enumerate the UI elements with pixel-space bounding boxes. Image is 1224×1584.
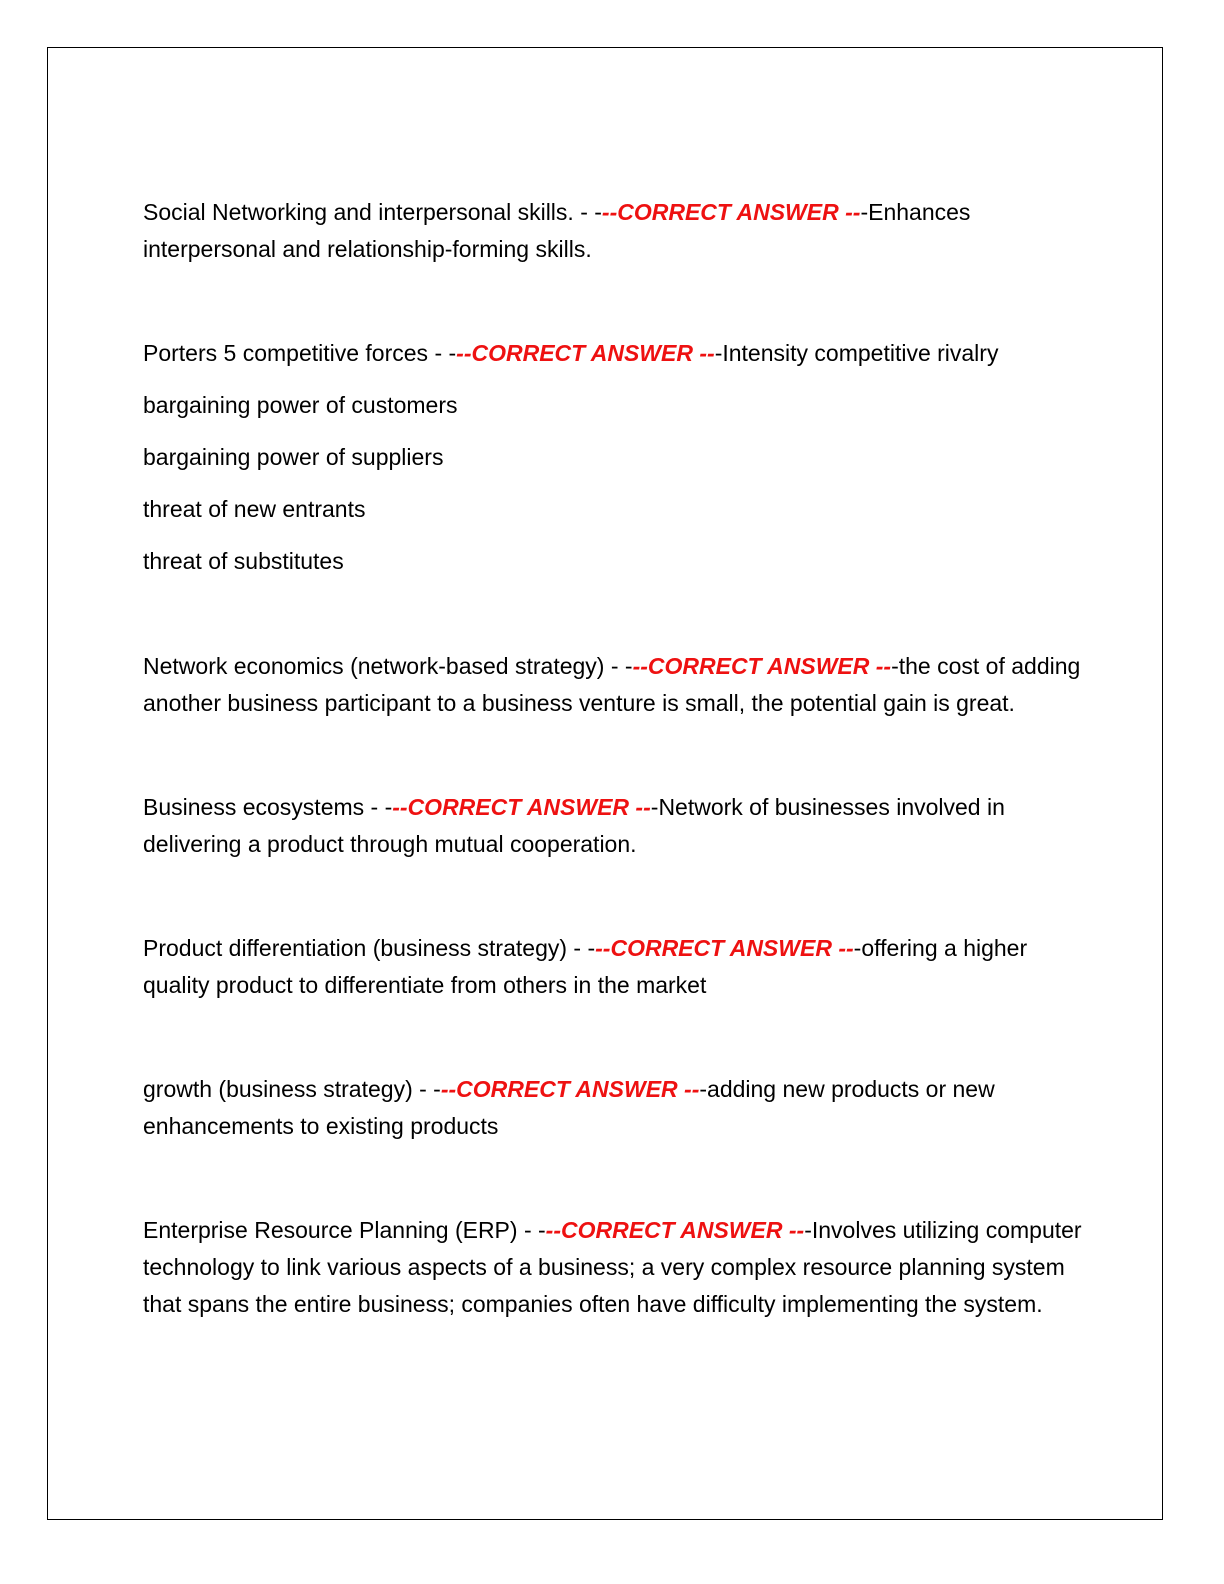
flashcard-entry — [143, 335, 1083, 372]
definition-list-item: threat of new entrants — [143, 496, 366, 522]
correct-answer-tag: --CORRECT ANSWER -- — [595, 935, 854, 961]
separator: - — [650, 794, 659, 820]
term: Business ecosystems — [143, 794, 365, 820]
separator: - - — [604, 653, 633, 679]
correct-answer-tag: --CORRECT ANSWER -- — [632, 653, 892, 679]
definition: adding new products or new enhancements to existing products — [143, 1076, 995, 1139]
separator: - — [891, 653, 899, 679]
term: Network economics (network-based strategy) — [143, 653, 605, 679]
definition: Network of businesses involved in delivering a product through mutual cooperation. — [143, 794, 1005, 857]
separator: - - — [573, 199, 602, 225]
flashcard-entry — [143, 194, 1083, 268]
definition: Involves utilizing computer technology to link various aspects of a business; a very complex resource planning system that spans the entire business; companies often have difficulty implementing the system. — [143, 1217, 1082, 1317]
definition: Intensity competitive rivalry — [722, 340, 999, 366]
term: growth (business strategy) — [143, 1076, 413, 1102]
term: Enterprise Resource Planning (ERP) — [143, 1217, 518, 1243]
separator: - - — [567, 935, 596, 961]
definition-list-item: bargaining power of customers — [143, 392, 458, 418]
separator: - - — [428, 340, 457, 366]
term: Porters 5 competitive forces — [143, 340, 429, 366]
flashcard-entry — [143, 930, 1083, 1004]
separator: - — [714, 340, 723, 366]
flashcard-entry — [143, 1212, 1083, 1323]
correct-answer-tag: --CORRECT ANSWER -- — [440, 1076, 700, 1102]
correct-answer-tag: --CORRECT ANSWER -- — [392, 794, 651, 820]
flashcard-entry — [143, 1071, 1083, 1145]
definition: the cost of adding another business participant to a business venture is small, the potential gain is great. — [143, 653, 1081, 716]
separator: - - — [412, 1076, 441, 1102]
flashcard-list — [143, 194, 1083, 1323]
separator: - — [699, 1076, 708, 1102]
separator: - — [860, 199, 869, 225]
definition: offering a higher quality product to differentiate from others in the market — [143, 935, 1028, 998]
separator: - — [804, 1217, 812, 1243]
correct-answer-tag: --CORRECT ANSWER -- — [545, 1217, 805, 1243]
definition: Enhances interpersonal and relationship-forming skills. — [143, 199, 971, 262]
correct-answer-tag: --CORRECT ANSWER -- — [456, 340, 715, 366]
flashcard-entry — [143, 648, 1083, 722]
separator: - - — [517, 1217, 546, 1243]
term: Product differentiation (business strategy) — [143, 935, 568, 961]
definition-list-item: bargaining power of suppliers — [143, 444, 444, 470]
separator: - - — [364, 794, 393, 820]
definition-list-item: threat of substitutes — [143, 548, 344, 574]
separator: - — [853, 935, 862, 961]
correct-answer-tag: --CORRECT ANSWER -- — [601, 199, 861, 225]
term: Social Networking and interpersonal skills. — [143, 199, 574, 225]
flashcard-entry — [143, 789, 1083, 863]
